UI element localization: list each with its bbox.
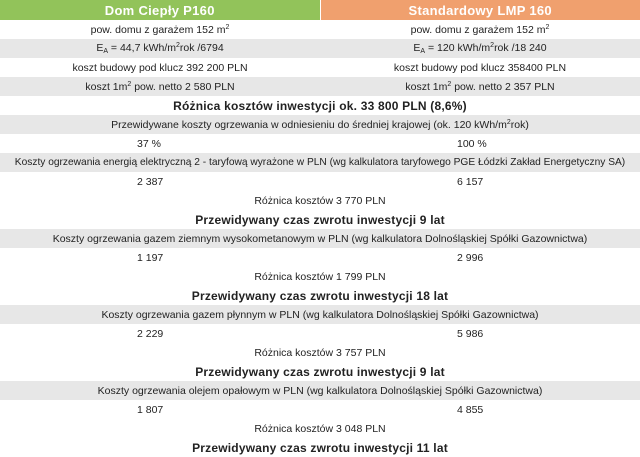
section-payback-row [0,210,640,229]
section-payback: Przewidywany czas zwrotu inwestycji 9 lat [0,210,640,229]
investment-diff: Różnica kosztów inwestycji ok. 33 800 PLN (8,6%) [0,96,640,115]
header-dom-cieply: Dom Ciepły P160 [0,0,320,20]
section-payback-row [0,286,640,305]
section-title: Koszty ogrzewania gazem płynnym w PLN (wg kalkulatora Dolnośląskiej Spółki Gazownictwa) [0,305,640,324]
section-payback: Przewidywany czas zwrotu inwestycji 11 lat [0,438,640,457]
section-values-row [0,248,640,267]
section-diff-row [0,419,640,438]
section-title-row [0,229,640,248]
section-title-row [0,153,640,172]
section-payback: Przewidywany czas zwrotu inwestycji 9 lat [0,362,640,381]
section-title-row [0,305,640,324]
section-value-right: 2 996 [320,248,640,267]
section-value-left: 2 229 [0,324,320,343]
header-row [0,0,640,20]
section-value-left: 2 387 [0,172,320,191]
ea-row [0,39,640,58]
heating-expected-title-row [0,115,640,134]
cost-m2-right: koszt $1m^2$ pow. netto 2 357 PLN [320,77,640,96]
investment-diff-row [0,96,640,115]
area-right: pow. domu z garażem 152 $m^2$ [320,20,640,39]
section-values-row [0,172,640,191]
section-value-left: 1 807 [0,400,320,419]
section-payback: Przewidywany czas zwrotu inwestycji 18 lat [0,286,640,305]
heating-expected-values-row [0,134,640,153]
cost-left: koszt budowy pod klucz 392 200 PLN [0,58,320,77]
section-payback-row [0,438,640,457]
heating-expected-title: Przewidywane koszty ogrzewania w odniesieniu do średniej krajowej (ok. 120 kWh/$m^2rok$) [0,115,640,134]
header-standardowy: Standardowy LMP 160 [320,0,640,20]
section-value-right: 5 986 [320,324,640,343]
section-title: Koszty ogrzewania energią elektryczną 2 - taryfową wyrażone w PLN (wg kalkulatora taryfowego PGE Łódzki Zakład Energetyczny SA) [0,153,640,172]
ea-left: $E_A = 44,7$ kWh/$m^2rok$ /6794 [0,39,320,58]
section-values-row [0,400,640,419]
section-values-row [0,324,640,343]
section-diff: Różnica kosztów 3 770 PLN [0,191,640,210]
heating-expected-right: 100 % [320,134,640,153]
section-value-right: 6 157 [320,172,640,191]
section-title: Koszty ogrzewania olejem opałowym w PLN (wg kalkulatora Dolnośląskiej Spółki Gazownictwa) [0,381,640,400]
section-diff: Różnica kosztów 1 799 PLN [0,267,640,286]
area-row [0,20,640,39]
heating-expected-left: 37 % [0,134,320,153]
cost-m2-left: koszt $1m^2$ pow. netto 2 580 PLN [0,77,320,96]
section-title-row [0,381,640,400]
section-diff-row [0,267,640,286]
section-value-left: 1 197 [0,248,320,267]
section-diff: Różnica kosztów 3 757 PLN [0,343,640,362]
cost-m2-row [0,77,640,96]
section-payback-row [0,362,640,381]
section-title: Koszty ogrzewania gazem ziemnym wysokometanowym w PLN (wg kalkulatora Dolnośląskiej Spółki Gazownictwa) [0,229,640,248]
cost-row [0,58,640,77]
section-value-right: 4 855 [320,400,640,419]
ea-right: $E_A = 120$ kWh/$m^2rok$ /18 240 [320,39,640,58]
section-diff: Różnica kosztów 3 048 PLN [0,419,640,438]
cost-right: koszt budowy pod klucz 358400 PLN [320,58,640,77]
area-left: pow. domu z garażem 152 $m^2$ [0,20,320,39]
section-diff-row [0,343,640,362]
section-diff-row [0,191,640,210]
